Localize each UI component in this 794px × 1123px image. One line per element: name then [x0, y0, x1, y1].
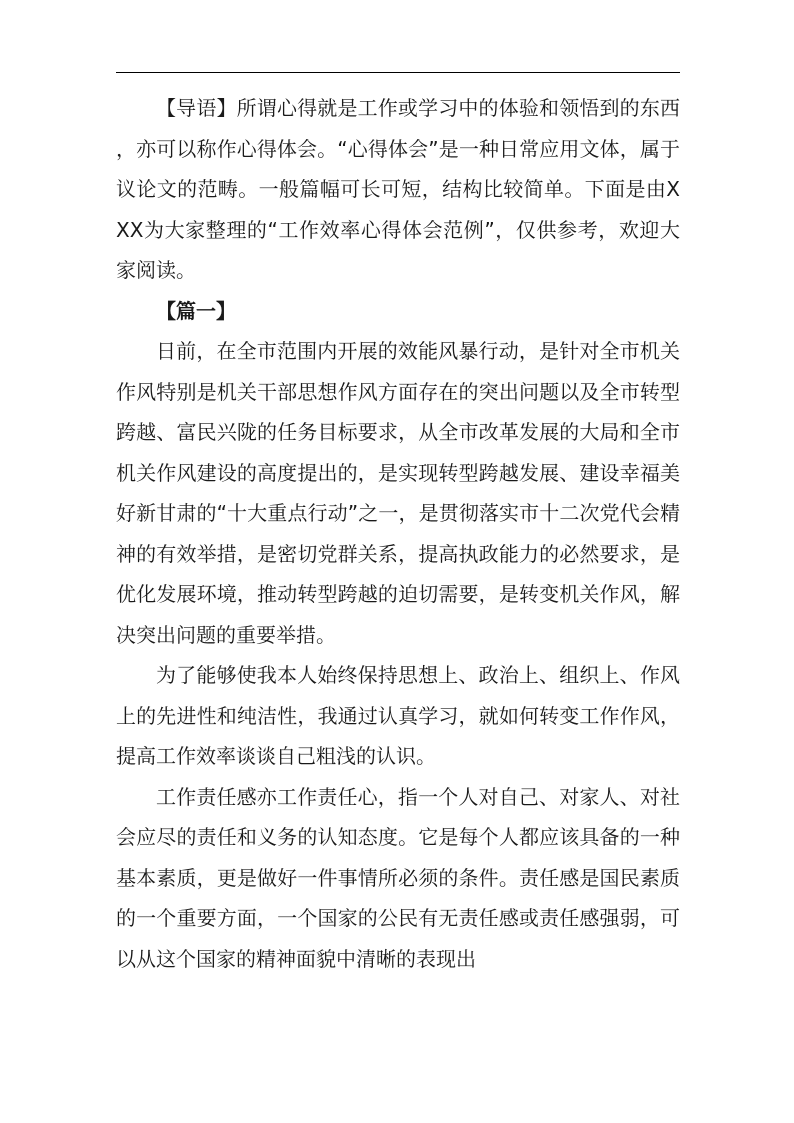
- section-heading: 【篇一】: [156, 298, 236, 323]
- intro-paragraph: 【导语】所谓心得就是工作或学习中的体验和领悟到的东西，亦可以称作心得体会。“心得体会”是一种日常应用文体，属于议论文的范畴。一般篇幅可长可短，结构比较简单。下面是由XXX为大家整理的“工作效率心得体会范例”，仅供参考，欢迎大家阅读。: [116, 96, 680, 282]
- header-rule: [116, 72, 680, 73]
- body-paragraph-2: 为了能够使我本人始终保持思想上、政治上、组织上、作风上的先进性和纯洁性，我通过认真学习，就如何转变工作作风，提高工作效率谈谈自己粗浅的认识。: [116, 663, 680, 768]
- document-body: [116, 88, 680, 979]
- body-paragraph-1: 日前，在全市范围内开展的效能风暴行动，是针对全市机关作风特别是机关干部思想作风方面存在的突出问题以及全市转型跨越、富民兴陇的任务目标要求，从全市改革发展的大局和全市机关作风建设的高度提出的，是实现转型跨越发展、建设幸福美好新甘肃的“十大重点行动”之一，是贯彻落实市十二次党代会精神的有效举措，是密切党群关系，提高执政能力的必然要求，是优化发展环境，推动转型跨越的迫切需要，是转变机关作风，解决突出问题的重要举措。: [116, 339, 680, 647]
- body-paragraph-3: 工作责任感亦工作责任心，指一个人对自己、对家人、对社会应尽的责任和义务的认知态度。它是每个人都应该具备的一种基本素质，更是做好一件事情所必须的条件。责任感是国民素质的一个重要方面，一个国家的公民有无责任感或责任感强弱，可以从这个国家的精神面貌中清晰的表现出: [116, 784, 680, 971]
